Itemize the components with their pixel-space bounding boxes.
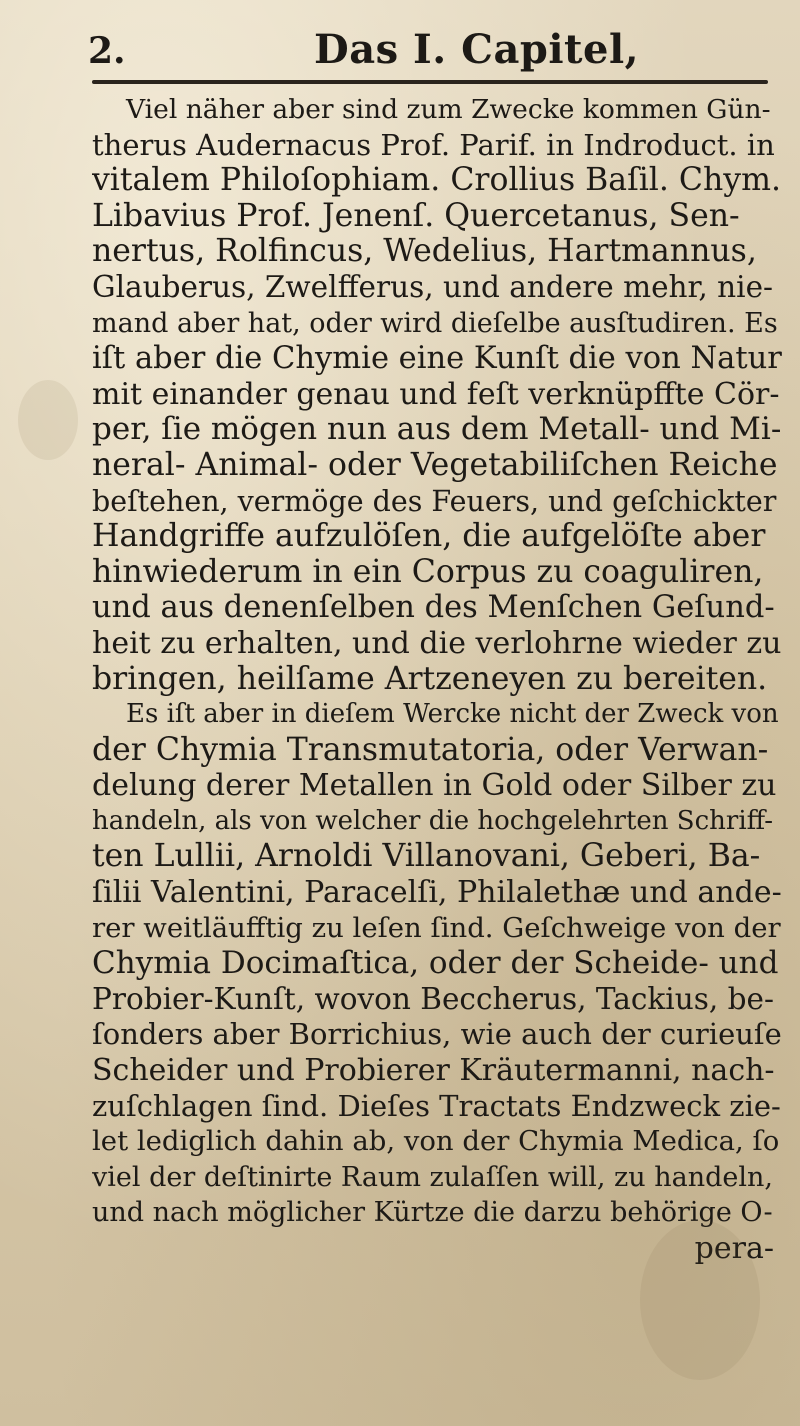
catchword: pera- — [694, 1231, 774, 1266]
text-line: Scheider und Probierer Kräutermanni, nach- — [92, 1053, 775, 1089]
text-line: zuſchlagen ſind. Dieſes Tractats Endzweck zie- — [92, 1088, 781, 1123]
text-line: ſilii Valentini, Paracelſi, Philalethæ und ande- — [92, 875, 782, 911]
text-line: und nach möglicher Kürtze die darzu behörige O- — [92, 1197, 773, 1229]
text-line: nertus, Rolfincus, Wedelius, Hartmannus, — [92, 234, 757, 270]
text-line: Probier-Kunſt, wovon Beccherus, Tackius, be- — [92, 981, 774, 1016]
text-line: viel der deſtinirte Raum zulaſſen will, zu handeln, — [92, 1161, 773, 1193]
text-line: Libavius Prof. Jenenſ. Quercetanus, Sen- — [92, 198, 740, 234]
text-line: und aus denenſelben des Menſchen Geſund- — [92, 590, 775, 626]
text-line: handeln, als von welcher die hochgelehrten Schriff- — [92, 805, 773, 836]
text-line: Chymia Docimaſtica, oder der Scheide- und — [92, 946, 779, 982]
text-line: der Chymia Transmutatoria, oder Verwan- — [92, 732, 769, 768]
text-line: delung derer Metallen in Gold oder Silber zu — [92, 768, 777, 804]
paper-stain — [18, 380, 78, 460]
text-line: therus Audernacus Prof. Parif. in Indroduct. in — [92, 127, 775, 162]
text-line: ſonders aber Borrichius, wie auch der curieuſe — [92, 1017, 782, 1052]
text-line: heit zu erhalten, und die verlohrne wieder zu — [92, 625, 782, 661]
text-line: iſt aber die Chymie eine Kunſt die von Natur — [92, 341, 782, 377]
text-line: Es iſt aber in dieſem Wercke nicht der Zweck von — [126, 699, 779, 730]
text-line: rer weitläufftig zu leſen ſind. Geſchweige von der — [92, 911, 781, 944]
text-line: Viel näher aber sind zum Zwecke kommen Gün- — [126, 94, 771, 125]
text-line: Handgriffe aufzulöſen, die aufgelöſte aber — [92, 519, 766, 555]
text-line: ten Lullii, Arnoldi Villanovani, Geberi, Ba- — [92, 839, 761, 875]
chapter-title: Das I. Capitel, — [314, 26, 640, 73]
text-line: bringen, heilſame Artzeneyen zu bereiten. — [92, 661, 768, 697]
text-line: vitalem Philoſophiam. Crollius Baſil. Chym. — [92, 163, 781, 199]
text-line: Glauberus, Zwelfferus, und andere mehr, nie- — [92, 269, 774, 304]
text-line: per, ſie mögen nun aus dem Metall- und Mi- — [92, 412, 782, 448]
header-rule — [92, 80, 768, 84]
text-line: hinwiederum in ein Corpus zu coaguliren, — [92, 554, 764, 590]
text-line: mit einander genau und feſt verknüpffte Cör- — [92, 376, 780, 412]
text-line: let lediglich dahin ab, von der Chymia Medica, ſo — [92, 1125, 780, 1158]
text-line: neral- Animal- oder Vegetabiliſchen Reiche — [92, 447, 778, 483]
running-head — [88, 26, 776, 74]
page-number: 2. — [88, 30, 126, 72]
body-text — [92, 92, 782, 1267]
text-line: beſtehen, vermöge des Feuers, und geſchickter — [92, 484, 777, 518]
text-line: mand aber hat, oder wird dieſelbe ausſtudiren. Es — [92, 307, 778, 339]
